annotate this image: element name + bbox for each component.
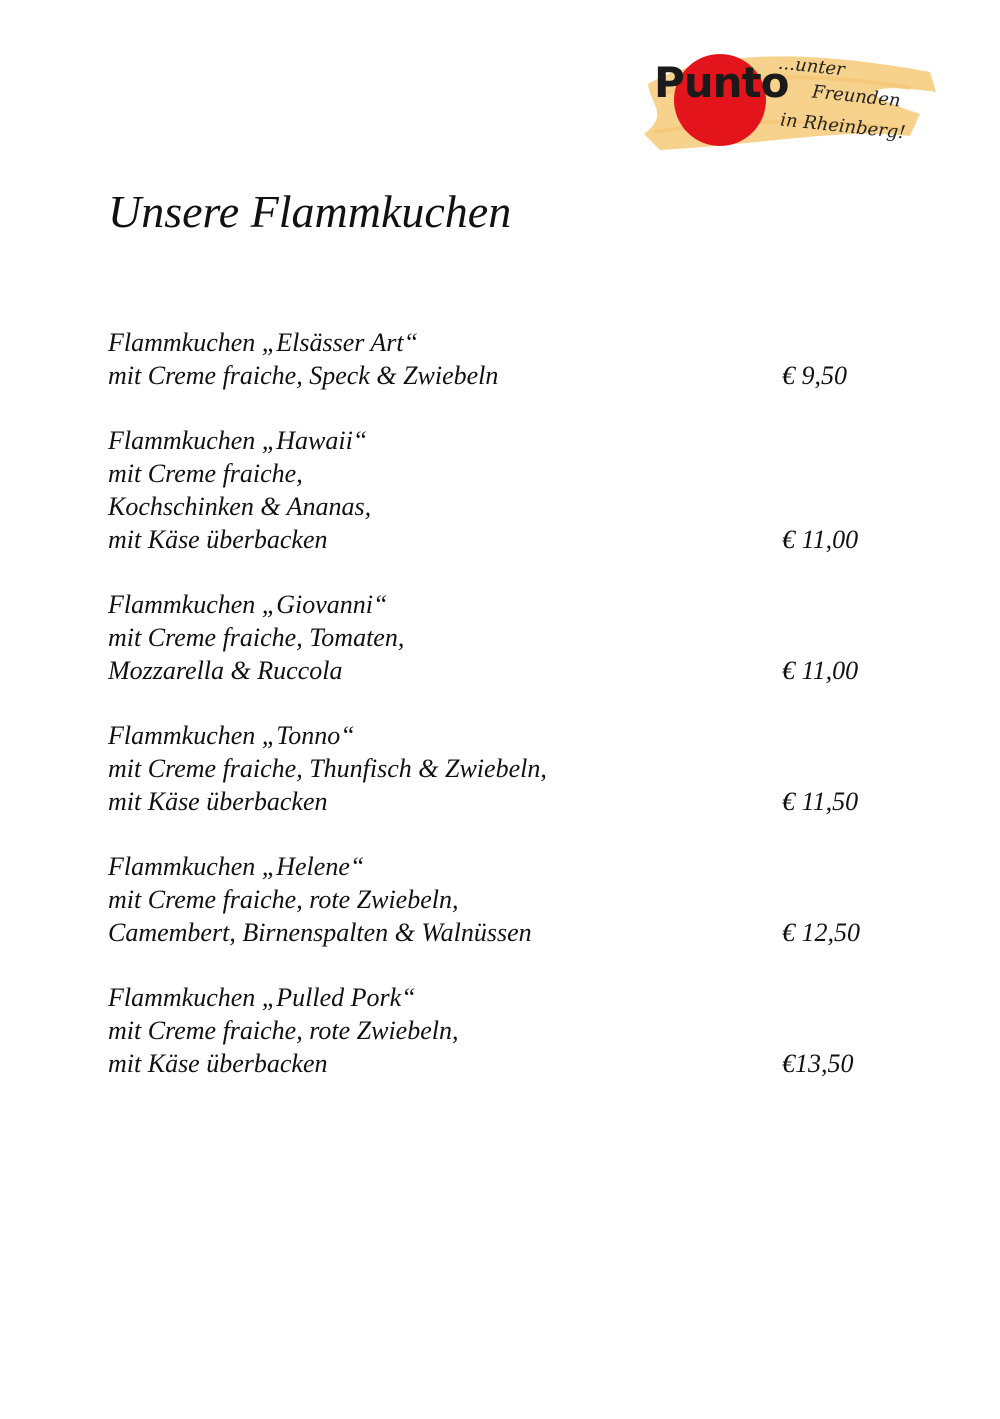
menu-item xyxy=(108,588,898,687)
menu-item-description: mit Creme fraiche, Thunfisch & Zwiebeln, xyxy=(108,754,547,783)
menu-item-description: mit Creme fraiche, rote Zwiebeln, xyxy=(108,1016,459,1045)
menu-item-name: Flammkuchen „Tonno“ xyxy=(108,721,355,750)
logo-tagline-2: Freunden xyxy=(811,81,902,112)
menu-item-price: €13,50 xyxy=(782,1049,854,1078)
menu-item-name: Flammkuchen „Hawaii“ xyxy=(108,426,368,455)
menu-item xyxy=(108,850,898,949)
menu-item-name: Flammkuchen „Helene“ xyxy=(108,852,365,881)
menu-item-name: Flammkuchen „Pulled Pork“ xyxy=(108,983,416,1012)
menu-item-description: Kochschinken & Ananas, xyxy=(108,492,372,521)
menu-item xyxy=(108,719,898,818)
logo-tagline-1: ...unter xyxy=(777,52,846,81)
menu-item-price: € 11,50 xyxy=(782,787,859,816)
menu-item xyxy=(108,424,898,556)
menu-item xyxy=(108,981,898,1080)
menu-item-price: € 9,50 xyxy=(782,361,847,390)
menu-item-price: € 11,00 xyxy=(782,656,859,685)
menu-item xyxy=(108,326,898,392)
menu-item-description: Mozzarella & Ruccola xyxy=(108,656,343,685)
menu-item-description: mit Creme fraiche, xyxy=(108,459,303,488)
menu-item-description: Camembert, Birnenspalten & Walnüssen xyxy=(108,918,532,947)
menu-item-name: Flammkuchen „Giovanni“ xyxy=(108,590,388,619)
punto-logo xyxy=(640,44,940,159)
menu-item-name: Flammkuchen „Elsässer Art“ xyxy=(108,328,419,357)
menu-item-description: mit Käse überbacken xyxy=(108,787,328,816)
menu-item-description: mit Creme fraiche, rote Zwiebeln, xyxy=(108,885,459,914)
menu-list xyxy=(108,326,898,1112)
menu-item-description: mit Käse überbacken xyxy=(108,525,328,554)
menu-item-price: € 11,00 xyxy=(782,525,859,554)
menu-item-description: mit Creme fraiche, Speck & Zwiebeln xyxy=(108,361,499,390)
menu-item-description: mit Käse überbacken xyxy=(108,1049,328,1078)
menu-item-price: € 12,50 xyxy=(782,918,860,947)
logo-wordmark: Punto xyxy=(654,58,789,107)
page-title: Unsere Flammkuchen xyxy=(108,186,512,237)
menu-item-description: mit Creme fraiche, Tomaten, xyxy=(108,623,405,652)
logo-tagline-3: in Rheinberg! xyxy=(779,109,907,144)
